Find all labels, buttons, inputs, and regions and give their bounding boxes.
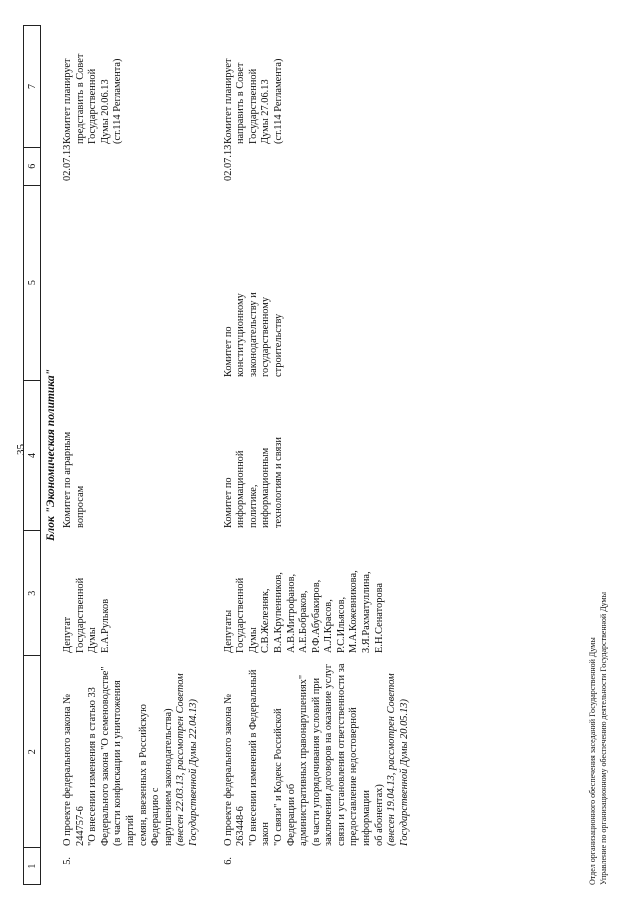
coexecutor-committee-line: конституционному xyxy=(235,293,247,377)
committee-note-line: Государственной xyxy=(87,68,99,144)
responsible-committee-line: Комитет по аграрным xyxy=(62,431,73,528)
bill-initiator-line: Думы xyxy=(87,627,99,653)
agenda-table xyxy=(23,25,411,885)
column-number-4: 4 xyxy=(24,380,40,531)
responsible-committee xyxy=(62,380,201,531)
bill-description-line: об абонентах) xyxy=(373,784,385,846)
review-date xyxy=(62,144,201,184)
coexecutor-committee xyxy=(62,184,201,380)
bill-initiator-line: Думы xyxy=(247,627,259,653)
bill-initiator-line: З.Я.Рахматуллина, xyxy=(361,571,373,653)
coexecutor-committee-line: законодательству и xyxy=(247,292,259,377)
bill-initiator-line: Е.Н.Сенаторова xyxy=(373,583,385,653)
bill-initiator-line: В.А.Крупенников, xyxy=(272,572,284,653)
committee-note-line: Государственной xyxy=(247,68,259,144)
bill-initiator-line: А.Л.Красов, xyxy=(323,599,335,653)
column-number-2: 2 xyxy=(24,655,40,847)
footer-line: Отдел организационного обеспечения заседаний Государственной Думы xyxy=(588,637,597,885)
bill-initiator xyxy=(223,531,412,656)
committee-note-line: направить в Совет xyxy=(235,62,247,144)
bill-initiator xyxy=(62,531,201,656)
responsible-committee-line: политике, xyxy=(247,484,259,528)
responsible-committee-line: технологиям и связи xyxy=(272,437,284,528)
bill-submission-note-line: Государственной Думы 20.05.13) xyxy=(398,699,410,846)
block-title: Блок "Экономическая политика" xyxy=(45,369,57,542)
column-number-7: 7 xyxy=(26,83,38,89)
responsible-committee-line: Комитет по xyxy=(222,477,234,528)
committee-note-line: представить в Совет xyxy=(74,53,86,144)
row-number xyxy=(223,849,412,885)
column-number-1: 1 xyxy=(24,847,40,884)
footer-line: Управление по организационному обеспечению деятельности Государственной Думы xyxy=(598,592,608,885)
bill-initiator-line: Депутаты xyxy=(222,609,234,653)
bill-description xyxy=(62,656,201,849)
bill-submission-note-line: Государственной Думы 22.04.13) xyxy=(187,699,199,846)
row-number-text: 6. xyxy=(222,857,234,865)
coexecutor-committee-line: строительству xyxy=(272,313,284,377)
table-header xyxy=(23,25,41,885)
column-number-5: 5 xyxy=(24,185,40,380)
bill-initiator-line: С.В.Железняк, xyxy=(260,588,272,653)
table-row xyxy=(62,25,201,885)
committee-note-line: Комитет планирует xyxy=(222,58,234,144)
committee-note-line: Думы 20.06.13 xyxy=(99,79,111,144)
committee-note-line: (ст.114 Регламента) xyxy=(272,58,284,144)
bill-description xyxy=(223,656,412,849)
bill-submission-note-line: (внесен 22.03.13, рассмотрен Советом xyxy=(175,673,187,846)
bill-initiator-line: А.Е.Бобраков, xyxy=(298,590,310,653)
bill-submission-note-line: (внесен 19.04.13, рассмотрен Советом xyxy=(386,673,398,846)
bill-description-line: предоставление недостоверной информации xyxy=(348,707,373,846)
committee-note-line: Думы 27.06.13 xyxy=(260,79,272,144)
bill-initiator-line: Депутат xyxy=(62,616,73,653)
coexecutor-committee xyxy=(223,184,412,380)
bill-initiator-line: А.В.Митрофанов, xyxy=(285,573,297,653)
committee-note xyxy=(223,25,412,147)
responsible-committee-line: вопросам xyxy=(74,485,86,528)
bill-description-line: связи и установления ответственности за xyxy=(335,663,347,846)
bill-initiator-line: Р.С.Ильясов, xyxy=(335,596,347,653)
bill-initiator-line: Государственной xyxy=(235,577,247,653)
bill-description-line: заключении договоров на оказание услуг xyxy=(323,663,335,846)
bill-initiator-line: Р.Ф.Абубакиров, xyxy=(310,579,322,653)
review-date-text: 02.07.13 xyxy=(222,144,234,181)
bill-description-line: Федерального закона "О семеноводстве" xyxy=(99,666,111,846)
bill-description-line: "О связи" и Кодекс Российской Федерации об xyxy=(272,708,297,846)
coexecutor-committee-line: государственному xyxy=(260,296,272,377)
column-number-6: 6 xyxy=(24,147,40,185)
bill-initiator-line: М.А.Кожевникова, xyxy=(348,570,360,653)
bill-description-line: О проекте федерального закона № 263448-6 xyxy=(222,693,247,846)
table-row xyxy=(223,25,412,885)
committee-note xyxy=(62,25,201,147)
bill-description-line: административных правонарушениях" xyxy=(298,674,310,846)
row-number xyxy=(62,849,201,885)
bill-description-line: О проекте федерального закона № 244757-6 xyxy=(62,693,86,846)
bill-description-line: "О внесении изменения в статью 33 xyxy=(87,687,99,846)
bill-description-line: семян, ввезенных в Российскую Федерацию с xyxy=(137,704,162,846)
responsible-committee-line: информационной xyxy=(235,450,247,528)
committee-note-line: (ст.114 Регламента) xyxy=(112,58,124,144)
review-date xyxy=(222,144,412,184)
responsible-committee-line: информационным xyxy=(260,447,272,528)
review-date-text: 02.07.13 xyxy=(62,144,73,181)
column-number-3: 3 xyxy=(24,530,40,655)
bill-initiator-line: Е.А.Рульков xyxy=(99,598,111,653)
bill-description-line: (в части конфискации и уничтожения партий xyxy=(112,680,136,846)
page-number: 35 xyxy=(15,444,27,455)
coexecutor-committee-line: Комитет по xyxy=(222,326,234,377)
bill-description-line: "О внесении изменений в Федеральный закон xyxy=(247,669,272,846)
bill-description-line: нарушением законодательства) xyxy=(162,708,174,846)
table-body xyxy=(62,25,411,885)
row-number-text: 5. xyxy=(62,857,73,865)
bill-description-line: (в части упорядочивания условий при xyxy=(310,677,322,846)
committee-note-line: Комитет планирует xyxy=(62,58,73,144)
bill-initiator-line: Государственной xyxy=(74,577,86,653)
document-footer xyxy=(588,592,609,885)
responsible-committee xyxy=(223,380,412,531)
